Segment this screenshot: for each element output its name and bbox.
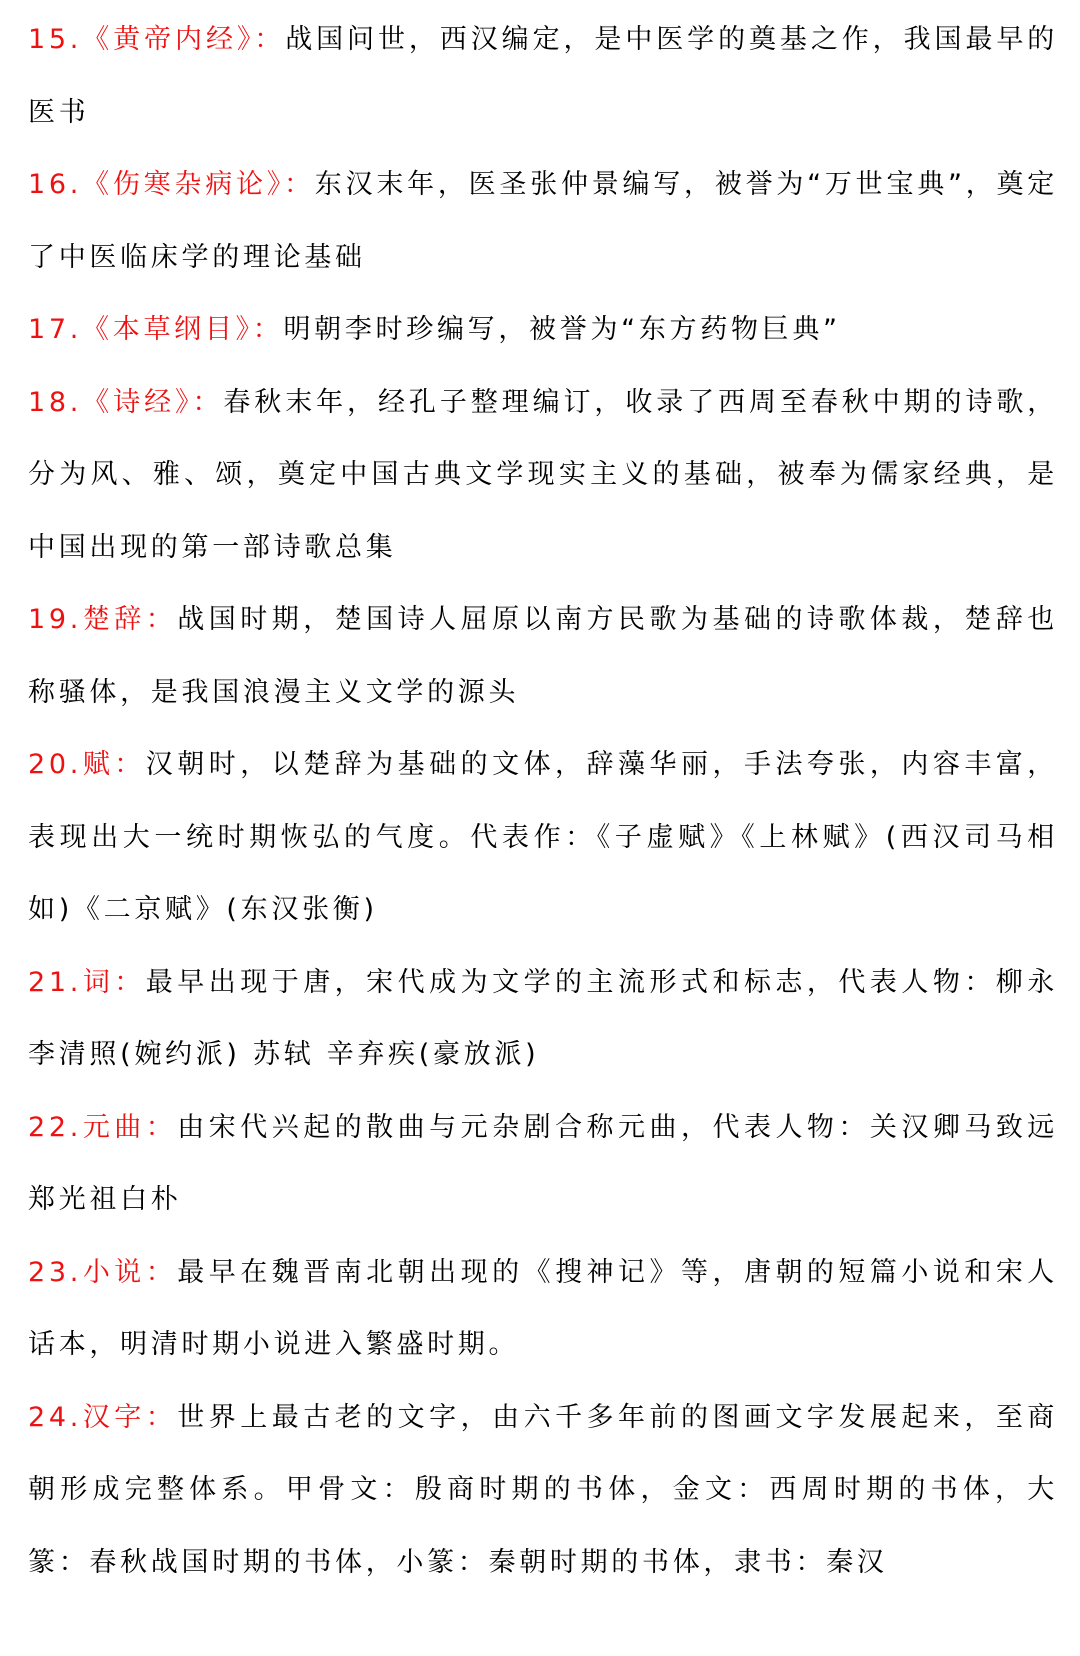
entry-24 [28, 1382, 1058, 1600]
entry-19 [28, 584, 1058, 729]
entry-term: 24.汉字： [28, 1401, 178, 1433]
entry-term: 15.《黄帝内经》： [28, 24, 286, 55]
entry-20 [28, 729, 1058, 947]
entry-term: 16.《伤寒杂病论》： [28, 169, 315, 200]
entry-term: 21.词： [28, 966, 146, 998]
entry-16 [28, 149, 1058, 294]
entry-text: 由宋代兴起的散曲与元杂剧合称元曲，代表人物：关汉卿马致远郑光祖白朴 [28, 1111, 1059, 1215]
entry-18 [28, 367, 1058, 585]
entry-term: 20.赋： [28, 749, 146, 780]
entry-text: 战国时期，楚国诗人屈原以南方民歌为基础的诗歌体裁，楚辞也称骚体，是我国浪漫主义文学的源头 [28, 604, 1059, 708]
entry-text: 东汉末年，医圣张仲景编写，被誉为“万世宝典”，奠定了中医临床学的理论基础 [28, 169, 1058, 273]
entry-term: 19.楚辞： [28, 604, 178, 635]
entry-text: 明朝李时珍编写，被誉为“东方药物巨典” [283, 314, 841, 345]
entry-text: 世界上最古老的文字，由六千多年前的图画文字发展起来，至商朝形成完整体系。甲骨文：殷商时期的书体，金文：西周时期的书体，大篆：春秋战国时期的书体，小篆：秦朝时期的书体，隶书：秦汉 [28, 1401, 1059, 1578]
entry-term: 23.小说： [28, 1256, 178, 1288]
entry-22 [28, 1092, 1058, 1237]
entry-term: 17.《本草纲目》： [28, 314, 284, 345]
entry-term: 18.《诗经》： [28, 386, 224, 418]
entry-15 [28, 4, 1058, 149]
entry-text: 最早出现于唐，宋代成为文学的主流形式和标志，代表人物：柳永 李清照(婉约派) 苏轼 辛弃疾(豪放派) [28, 966, 1058, 1070]
entry-21 [28, 947, 1058, 1092]
entry-23 [28, 1237, 1058, 1382]
entry-17 [28, 294, 1058, 367]
entry-text: 汉朝时，以楚辞为基础的文体，辞藻华丽，手法夸张，内容丰富，表现出大一统时期恢弘的气度。代表作：《子虚赋》《上林赋》(西汉司马相如)《二京赋》(东汉张衡) [28, 749, 1058, 925]
document-page [28, 4, 1058, 1599]
entry-text: 最早在魏晋南北朝出现的《搜神记》等，唐朝的短篇小说和宋人话本，明清时期小说进入繁盛时期。 [28, 1256, 1059, 1360]
entry-term: 22.元曲： [28, 1111, 178, 1143]
entry-text: 战国问世，西汉编定，是中医学的奠基之作，我国最早的医书 [28, 24, 1058, 128]
entry-text: 春秋末年，经孔子整理编订，收录了西周至春秋中期的诗歌，分为风、雅、颂，奠定中国古典文学现实主义的基础，被奉为儒家经典，是中国出现的第一部诗歌总集 [28, 386, 1058, 563]
